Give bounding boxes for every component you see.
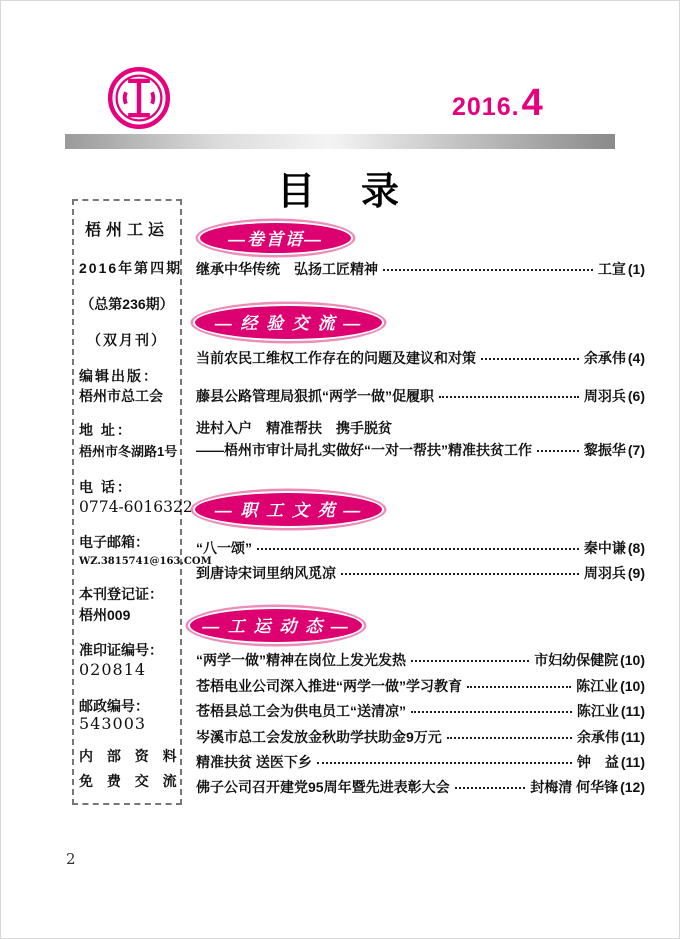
toc-entry xyxy=(196,348,645,368)
frequency-label: （双月刊） xyxy=(87,332,167,348)
entry-page: (11) xyxy=(620,754,645,770)
entry-page: (9) xyxy=(627,565,645,581)
page-number: 2 xyxy=(66,850,76,868)
entry-title: 佛子公司召开建党95周年暨先进表彰大会 xyxy=(196,779,450,795)
email-value: WZ.3815741@163.COM xyxy=(79,556,212,567)
divider-bar xyxy=(65,134,615,149)
internal-material-label: 内 部 资 料 xyxy=(79,748,182,764)
section-header-gongyundongtai xyxy=(188,607,364,644)
entry-title-line1: 进村入户 精准帮扶 携手脱贫 xyxy=(196,420,392,436)
section-header-juanshouyu xyxy=(198,221,353,255)
dot-leader xyxy=(481,358,579,360)
dot-leader xyxy=(447,737,572,739)
phone-value: 0774-6016322 xyxy=(79,498,193,516)
postcode-value: 543003 xyxy=(79,714,147,733)
masthead-sidebar xyxy=(72,199,212,805)
dot-leader xyxy=(411,660,529,662)
publisher-label: 编辑出版： xyxy=(79,368,159,384)
issue-label: 2016年第四期 xyxy=(79,260,183,276)
issue-year-text: 2016. xyxy=(452,93,520,121)
entry-author: 周羽兵 xyxy=(583,565,626,581)
union-logo-icon xyxy=(107,66,171,130)
journal-name: 梧州工运 xyxy=(84,222,169,239)
dot-leader xyxy=(467,686,571,688)
toc-entry xyxy=(196,777,645,797)
toc-entry xyxy=(196,563,645,583)
section-label: —卷首语— xyxy=(228,229,323,249)
entry-author: 秦中谦 xyxy=(583,540,626,556)
section-label: — 经 验 交 流 — xyxy=(214,314,363,333)
entry-page: (1) xyxy=(627,261,645,277)
dot-leader xyxy=(455,787,526,789)
entry-author: 余承伟 xyxy=(576,729,619,745)
entry-title: 继承中华传统 弘扬工匠精神 xyxy=(196,261,378,277)
entry-title: 苍梧县总工会为供电员工“送清凉” xyxy=(196,703,406,719)
entry-author: 封梅清 何华锋 xyxy=(530,779,619,795)
entry-title: “八一颂” xyxy=(196,540,252,556)
print-permit-label: 准印证编号： xyxy=(79,642,163,658)
section-label: — 职 工 文 苑 — xyxy=(214,501,363,520)
entry-page: (6) xyxy=(627,388,645,404)
toc-entry xyxy=(196,727,645,747)
entry-author: 黎振华 xyxy=(583,442,626,458)
toc-entry xyxy=(196,259,645,279)
entry-author: 钟 益 xyxy=(576,754,619,770)
entry-page: (10) xyxy=(620,678,645,694)
dot-leader xyxy=(341,573,579,575)
entry-author: 陈江业 xyxy=(576,678,619,694)
entry-page: (7) xyxy=(627,442,645,458)
entry-author: 余承伟 xyxy=(583,350,626,366)
entry-page: (10) xyxy=(620,652,645,668)
section-header-jingyanjiaoliu xyxy=(193,304,384,341)
print-permit-value: 020814 xyxy=(79,660,147,679)
entry-title: “两学一做”精神在岗位上发光发热 xyxy=(196,652,406,668)
dot-leader xyxy=(439,396,579,398)
toc-entry xyxy=(196,676,645,696)
registration-value: 梧州009 xyxy=(79,607,131,623)
free-exchange-label: 免 费 交 流 xyxy=(79,773,182,789)
address-label: 地 址： xyxy=(79,422,133,438)
section-label: — 工 运 动 态 — xyxy=(202,617,350,636)
entry-title: ——梧州市审计局扎实做好“一对一帮扶”精准扶贫工作 xyxy=(196,442,532,458)
toc-entry xyxy=(196,538,645,558)
address-value: 梧州市冬湖路1号 xyxy=(79,444,178,459)
entry-title: 藤县公路管理局狠抓“两学一做”促履职 xyxy=(196,388,434,404)
entry-title: 岑溪市总工会发放金秋助学扶助金9万元 xyxy=(196,729,442,745)
toc-entry xyxy=(196,701,645,721)
entry-page: (4) xyxy=(627,350,645,366)
postcode-label: 邮政编号： xyxy=(79,698,149,714)
entry-page: (11) xyxy=(620,703,645,719)
toc-entry xyxy=(196,650,645,670)
issue-number xyxy=(452,82,544,125)
entry-author: 陈江业 xyxy=(576,703,619,719)
registration-label: 本刊登记证： xyxy=(79,586,163,602)
entry-title: 到唐诗宋词里纳风觅凉 xyxy=(196,565,336,581)
phone-label: 电 话： xyxy=(79,479,133,495)
page-title: 目 录 xyxy=(276,168,403,213)
entry-title: 苍梧电业公司深入推进“两学一做”学习教育 xyxy=(196,678,462,694)
toc-entry xyxy=(196,752,645,772)
dot-leader xyxy=(411,711,572,713)
entry-title: 精准扶贫 送医下乡 xyxy=(196,754,312,770)
entry-author: 周羽兵 xyxy=(583,388,626,404)
entry-title: 当前农民工维权工作存在的问题及建议和对策 xyxy=(196,350,476,366)
issue-no-text: 4 xyxy=(521,82,544,124)
dot-leader xyxy=(257,548,579,550)
entry-author: 市妇幼保健院 xyxy=(534,652,619,668)
section-header-zhigongwenyuan xyxy=(193,491,384,528)
entry-page: (8) xyxy=(627,540,645,556)
dot-leader xyxy=(383,269,593,271)
entry-page: (11) xyxy=(620,729,645,745)
entry-author: 工宣 xyxy=(597,261,626,277)
publisher-name: 梧州市总工会 xyxy=(79,388,163,404)
toc-entry xyxy=(196,440,645,460)
dot-leader xyxy=(317,762,572,764)
toc-entry xyxy=(196,386,645,406)
entry-page: (12) xyxy=(620,779,645,795)
email-label: 电子邮箱： xyxy=(79,534,149,550)
dot-leader xyxy=(537,450,579,452)
cumulative-issue: （总第236期） xyxy=(80,296,174,312)
